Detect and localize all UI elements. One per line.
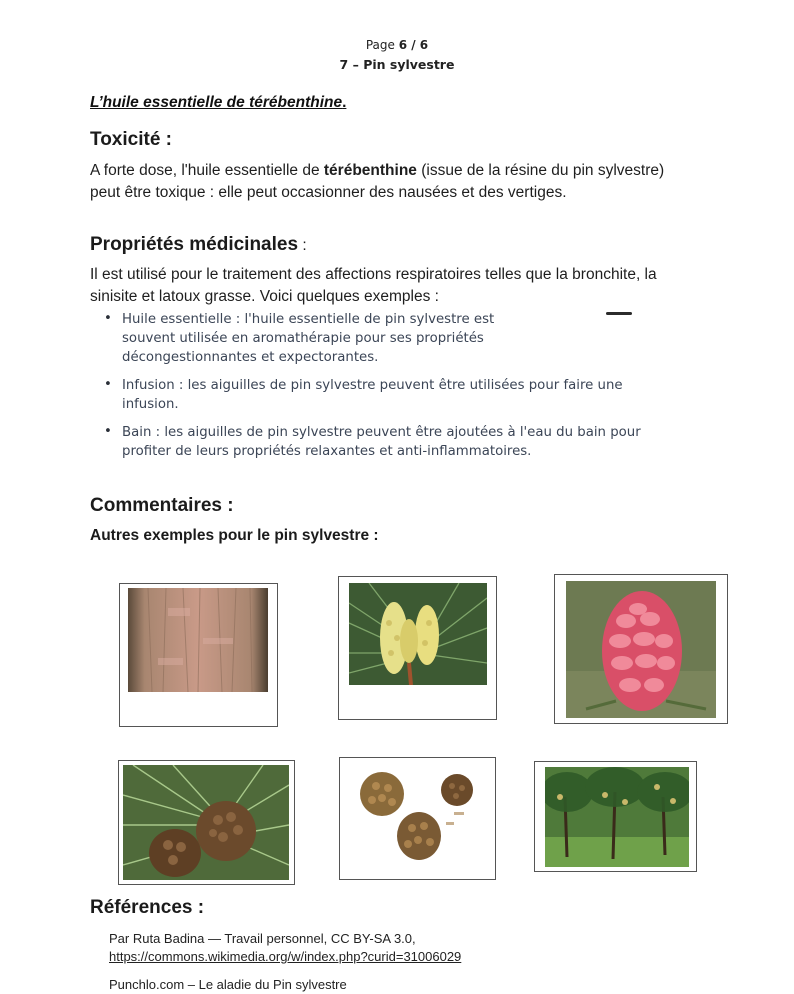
references-heading: Références :: [90, 897, 205, 918]
female-cone-photo-frame: [554, 574, 728, 724]
pine-cones-branch-photo-frame: [118, 760, 295, 885]
bullet-icon: •: [104, 424, 112, 439]
reference-1-text: Par Ruta Badina — Travail personnel, CC BY-SA 3.0,: [109, 931, 416, 946]
female-cone-photo: [566, 581, 716, 718]
pine-trees-photo-frame: [534, 761, 697, 872]
commentaires-heading: Commentaires :: [90, 495, 234, 516]
male-flowers-photo-frame: [338, 576, 497, 720]
bark-photo: [128, 588, 268, 692]
bullet-icon: •: [104, 311, 112, 326]
pine-cones-isolated-photo-frame: [339, 757, 496, 880]
pine-trees-photo: [545, 767, 689, 867]
bark-photo-frame: [119, 583, 278, 727]
bullet-icon: •: [104, 377, 112, 392]
references-list: [109, 930, 729, 994]
male-flowers-photo: [349, 583, 487, 685]
pine-cones-isolated-photo: [346, 764, 490, 874]
page-number: Page 6 / 6: [365, 38, 429, 52]
reference-1-link[interactable]: https://commons.wikimedia.org/w/index.php?curid=31006029: [109, 949, 462, 964]
commentaires-subheading: Autres exemples pour le pin sylvestre :: [90, 527, 379, 544]
list-item: • Huile essentielle : l'huile essentielle de pin sylvestre est souvent utilisée en aromathérapie pour ses propriétés décongestionnantes et expectorantes.: [104, 311, 495, 365]
proprietes-intro: Il est utilisé pour le traitement des affections respiratoires telles que la bronchite, la sinisite et latoux grasse. Voici quelques exemples :: [90, 266, 657, 305]
list-item: • Infusion : les aiguilles de pin sylvestre peuvent être utilisées pour faire une infusion.: [104, 377, 623, 412]
reference-2-text: Punchlo.com – Le aladie du Pin sylvestre: [109, 977, 347, 992]
chapter-title: 7 – Pin sylvestre: [339, 57, 455, 72]
section-subtitle: L’huile essentielle de térébenthine.: [90, 94, 347, 111]
pine-cones-branch-photo: [123, 765, 289, 880]
list-item: • Bain : les aiguilles de pin sylvestre peuvent être ajoutées à l'eau du bain pour profiter de leurs propriétés relaxantes et anti-inflammatoires.: [104, 424, 641, 459]
examples-list: [102, 310, 702, 470]
toxicite-paragraph: A forte dose, l'huile essentielle de térébenthine (issue de la résine du pin sylvestre) peut être toxique : elle peut occasionner des nausées et des vertiges.: [90, 162, 665, 201]
toxicite-heading: Toxicité :: [90, 129, 172, 150]
proprietes-heading: Propriétés médicinales :: [90, 234, 307, 255]
